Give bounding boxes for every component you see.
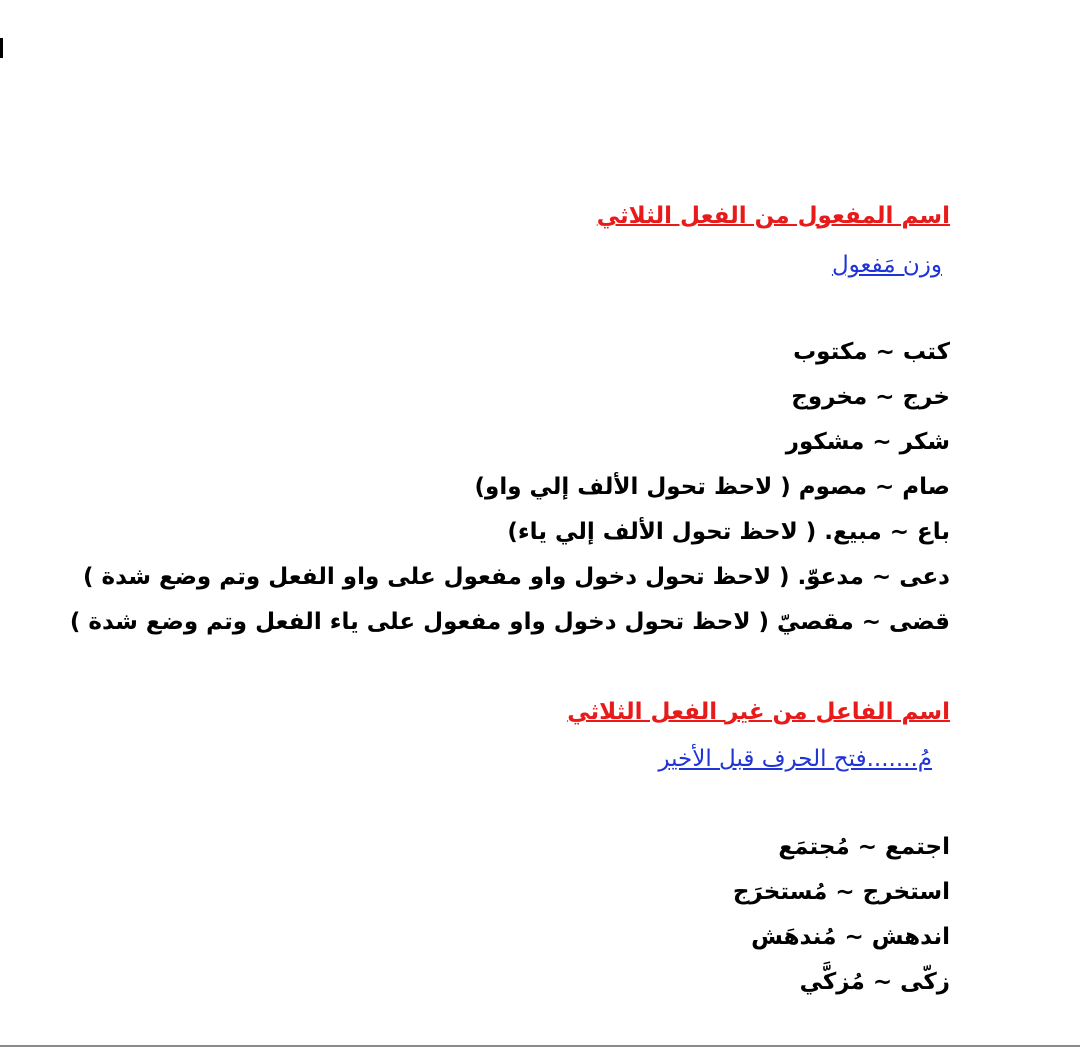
section2-entry: اندهش ~ مُندهَش <box>751 924 950 950</box>
text-cursor <box>0 38 3 58</box>
section1-heading: اسم المفعول من الفعل الثلاثي <box>596 203 950 229</box>
section2-entry: استخرج ~ مُستخرَج <box>732 879 950 905</box>
section1-subtitle: وزن مَفعول <box>831 252 942 278</box>
section1-entry: دعى ~ مدعوّ. ( لاحظ تحول دخول واو مفعول على واو الفعل وتم وضع شدة ) <box>82 564 950 590</box>
section1-entry: قضى ~ مقصيّ ( لاحظ تحول دخول واو مفعول على ياء الفعل وتم وضع شدة ) <box>69 609 950 635</box>
section2-heading: اسم الفاعل من غير الفعل الثلاثي <box>567 699 950 725</box>
section1-entry: خرج ~ مخروج <box>791 384 950 410</box>
section1-entry: باع ~ مبيع. ( لاحظ تحول الألف إلي ياء) <box>507 519 950 545</box>
section2-entry: زكّى ~ مُزكَّي <box>799 969 950 995</box>
section2-subtitle: مُ.......فتح الحرف قبل الأخير <box>658 746 932 772</box>
section1-entry: شكر ~ مشكور <box>785 429 950 455</box>
section1-entry: كتب ~ مكتوب <box>793 339 950 365</box>
section2-entry: اجتمع ~ مُجتمَع <box>778 834 950 860</box>
section1-entry: صام ~ مصوم ( لاحظ تحول الألف إلي واو) <box>474 474 950 500</box>
